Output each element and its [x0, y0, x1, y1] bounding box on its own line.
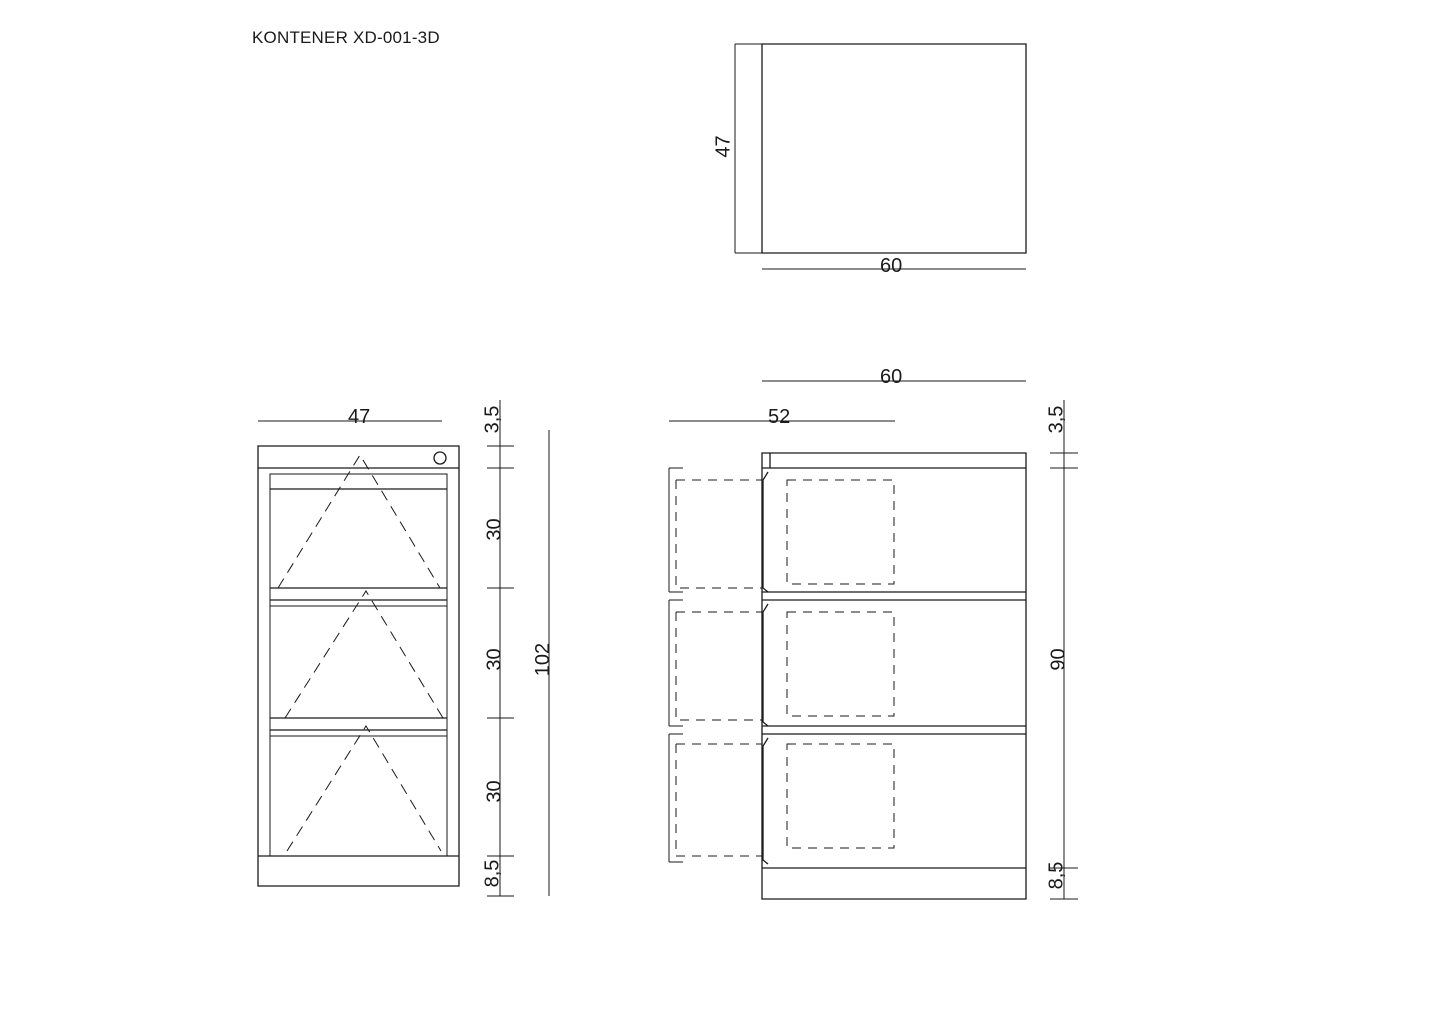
- dim-front-drawer2-30: 30: [483, 648, 506, 671]
- dim-top-width-60: 60: [880, 255, 903, 277]
- side-view-geometry: [669, 381, 1078, 899]
- dim-front-total-102: 102: [532, 642, 555, 677]
- dim-side-width-60: 60: [880, 366, 903, 388]
- dim-top-depth-47: 47: [712, 135, 735, 158]
- dim-side-drawer-52: 52: [768, 406, 791, 428]
- drawing-title: KONTENER XD-001-3D: [252, 28, 440, 47]
- dim-front-top-3-5: 3,5: [481, 405, 504, 434]
- dim-side-top-3-5: 3,5: [1045, 405, 1068, 434]
- dim-front-plinth-8-5: 8,5: [481, 859, 504, 888]
- dim-front-width-47: 47: [348, 406, 371, 428]
- dim-front-drawer1-30: 30: [483, 518, 506, 541]
- dim-side-plinth-8-5: 8,5: [1045, 861, 1068, 890]
- dim-side-body-90: 90: [1047, 648, 1070, 671]
- top-view-geometry: [735, 44, 1026, 269]
- dim-front-drawer3-30: 30: [483, 780, 506, 803]
